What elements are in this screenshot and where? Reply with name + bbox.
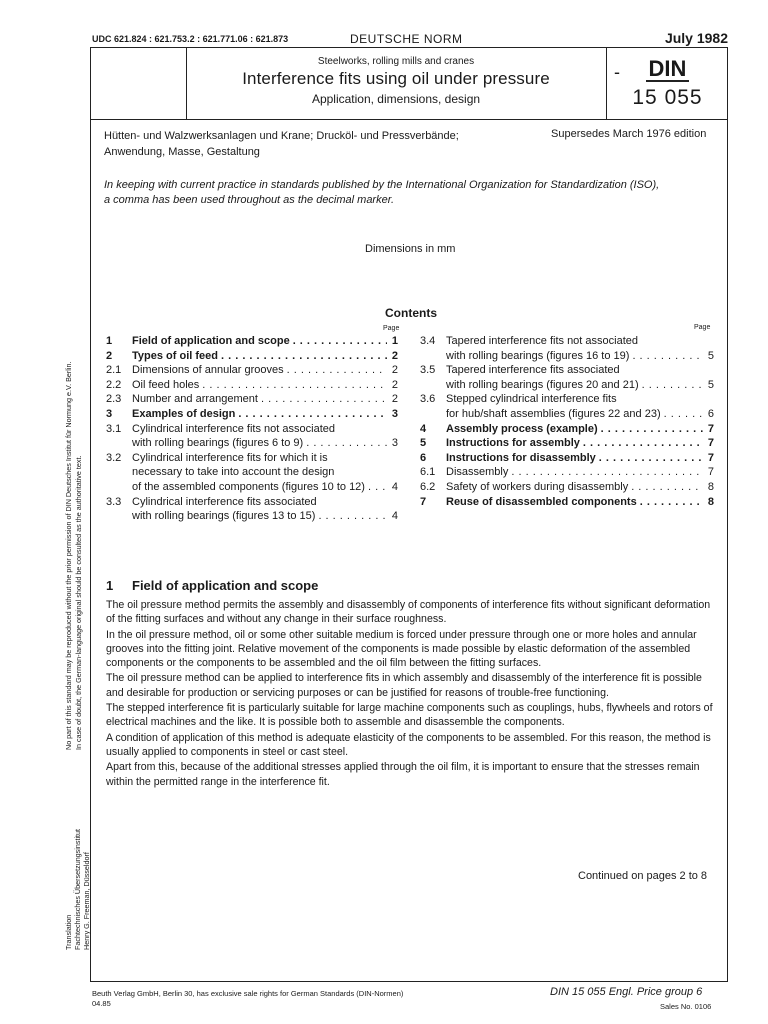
contents-entry-text: Field of application and scope [132, 335, 290, 347]
publisher-text: Beuth Verlag GmbH, Berlin 30, has exclusive sale rights for German Standards (DIN-Normen) [92, 989, 404, 998]
contents-entry [106, 510, 398, 522]
german-title [104, 128, 459, 160]
sales-number: Sales No. 0106 [660, 1002, 712, 1011]
contents-entry-number: 3.6 [420, 393, 436, 406]
din-dash: - [614, 62, 620, 82]
contents-entry-page: 8 [707, 495, 714, 508]
contents-entry-page: 7 [707, 437, 714, 450]
header-divider [91, 119, 727, 120]
page-column-label-right: Page [694, 324, 711, 331]
contents-entry [420, 496, 714, 508]
contents-entry-text: Cylindrical interference fits associated [132, 495, 317, 508]
contents-entry-number: 1 [106, 335, 113, 347]
contents-entry [420, 466, 714, 478]
contents-leader-dots [664, 408, 703, 420]
notice-line: a comma has been used throughout as the decimal marker. [104, 194, 395, 206]
contents-leader-dots [642, 379, 703, 391]
contents-leader-dots [583, 437, 703, 449]
contents-entry-page: 2 [391, 393, 398, 406]
contents-entry-number: 5 [420, 437, 427, 450]
contents-entry-text: Safety of workers during disassembly [446, 481, 629, 493]
contents-leader-dots [318, 510, 387, 522]
contents-entry [420, 393, 714, 405]
section-heading [106, 578, 318, 593]
contents-leader-dots [511, 466, 703, 478]
contents-entry [420, 423, 714, 435]
contents-entry-text: with rolling bearings (figures 16 to 19) [446, 349, 630, 362]
contents-entry-number: 2.3 [106, 393, 122, 406]
contents-entry-number: 7 [420, 495, 427, 508]
title-block [188, 48, 604, 119]
contents-entry-page: 5 [707, 349, 714, 362]
paragraph: In the oil pressure method, oil or some other suitable medium is forced under pressure through one or more holes and annular grooves into the fitting joint. Relative movement of the components is made possible by elastic deformation of the assembled components or the components to be assembled and the oil film between the fitting surfaces. [106, 628, 697, 670]
contents-entry [106, 364, 398, 376]
contents-leader-dots [640, 496, 703, 508]
contents-entry-number: 6.1 [420, 466, 436, 479]
contents-entry-page: 2 [391, 364, 398, 377]
contents-entry-page: 3 [391, 437, 398, 450]
contents-entry-number: 3.3 [106, 495, 122, 508]
contents-entry-page: 4 [391, 510, 398, 523]
title-subtitle-top: Steelworks, rolling mills and cranes [317, 56, 475, 67]
edition-code: 04.85 [92, 999, 111, 1008]
contents-entry-text: of the assembled components (figures 10 to 12) [132, 481, 365, 493]
contents-leader-dots [306, 437, 387, 449]
section-number: 1 [106, 578, 114, 593]
contents-entry [106, 379, 398, 391]
contents-leader-dots [601, 423, 703, 435]
contents-entry [420, 350, 714, 362]
copyright-sidebar [64, 290, 83, 750]
contents-entry-page: 2 [391, 378, 398, 391]
header-left-divider [186, 48, 187, 119]
title-subtitle-bottom: Application, dimensions, design [311, 92, 481, 106]
document-title: Interference fits using oil under pressure [242, 69, 550, 88]
contents-leader-dots [261, 393, 387, 405]
translation-line: Translation [64, 914, 73, 950]
norm-label: DEUTSCHE NORM [350, 32, 463, 46]
contents-entry-text: Instructions for disassembly [446, 451, 596, 464]
contents-entry-text: Number and arrangement [132, 393, 258, 406]
din-logo: DIN [646, 58, 690, 82]
page-column-label-left: Page [383, 325, 400, 332]
contents-entry-text: Stepped cylindrical interference fits [446, 393, 617, 406]
contents-left-column [106, 335, 398, 525]
german-title-line: Anwendung, Masse, Gestaltung [104, 146, 260, 158]
contents-entry-text: Assembly process (example) [446, 422, 598, 435]
contents-entry-text: Oil feed holes [132, 378, 200, 391]
contents-entry-text: Dimensions of annular grooves [132, 364, 284, 377]
contents-entry-page: 5 [707, 378, 714, 391]
contents-entry-text: with rolling bearings (figures 6 to 9) [132, 437, 304, 450]
udc-classification: UDC 621.824 : 621.753.2 : 621.771.06 : 621.873 [92, 34, 289, 44]
contents-entry-number: 3 [106, 408, 113, 420]
contents-leader-dots [599, 452, 703, 464]
section-title: Field of application and scope [132, 578, 319, 593]
document-reference: DIN 15 055 Engl. Price group 6 [550, 986, 703, 998]
contents-entry-page: 1 [391, 335, 398, 347]
contents-leader-dots [293, 335, 387, 347]
din-block [608, 48, 727, 119]
contents-entry-text: with rolling bearings (figures 20 and 21) [446, 378, 639, 391]
contents-entry-text: Reuse of disassembled components [446, 495, 637, 508]
contents-entry-text: Types of oil feed [132, 349, 218, 362]
contents-entry-number: 3.4 [420, 335, 436, 347]
contents-leader-dots [202, 379, 387, 391]
decimal-marker-notice [104, 178, 714, 208]
contents-entry-number: 6 [420, 451, 427, 464]
publication-date: July 1982 [664, 30, 728, 46]
contents-entry-number: 2.1 [106, 364, 122, 377]
supersedes-note: Supersedes March 1976 edition [551, 128, 707, 140]
contents-entry-text: with rolling bearings (figures 13 to 15) [132, 510, 316, 523]
contents-entry-text: Tapered interference fits associated [446, 364, 620, 377]
contents-entry-text: for hub/shaft assemblies (figures 22 and 23) [446, 408, 661, 420]
section-body [106, 598, 718, 790]
paragraph: The oil pressure method can be applied to interference fits in which assembly and disassembly of the interference fit is possible and desirable for production or servicing purposes or can be justified for reasons of trouble-free functioning. [106, 672, 702, 699]
paragraph: A condition of application of this method is adequate elasticity of the components to be assembled. For this reason, the method is usually applied to components in steel or cast steel. [106, 731, 711, 758]
contents-entry-text: Instructions for assembly [446, 437, 580, 450]
contents-entry-number: 3.2 [106, 451, 122, 464]
paragraph: Apart from this, because of the additional stresses applied through the oil film, it is important to ensure that the stresses remain within the permitted range in the interference fit. [106, 761, 700, 788]
contents-entry [420, 481, 714, 493]
contents-entry-page: 7 [707, 466, 714, 479]
contents-entry-text: Examples of design [132, 408, 236, 420]
contents-entry-number: 6.2 [420, 481, 436, 493]
contents-entry [106, 466, 398, 478]
contents-entry [106, 350, 398, 362]
copyright-line: No part of this standard may be reproduced without the prior permission of DIN Deutsches Institut für Normung e.V. Berlin. [64, 361, 73, 750]
paragraph: The oil pressure method permits the assembly and disassembly of components of interference fits without significant deformation of the fitting surfaces and without any change in their surface roughness. [106, 599, 711, 626]
contents-entry [106, 481, 398, 493]
continued-note: Continued on pages 2 to 8 [578, 870, 708, 882]
contents-entry-text: Tapered interference fits not associated [446, 335, 639, 347]
contents-entry-page: 3 [391, 408, 398, 420]
contents-entry [420, 379, 714, 391]
translation-sidebar [64, 800, 94, 950]
contents-right-column [420, 335, 714, 525]
contents-entry-page: 7 [707, 451, 714, 464]
contents-entry [106, 496, 398, 508]
contents-entry-text: Cylindrical interference fits not associated [132, 422, 335, 435]
contents-entry [106, 423, 398, 435]
paragraph: The stepped interference fit is particularly suitable for large machine components such as couplings, hubs, flywheels and rotors of electrical machines and the like. It is possible both to assemble and disassemble the components. [106, 702, 713, 729]
contents-leader-dots [221, 350, 387, 362]
contents-entry-number: 4 [420, 422, 427, 435]
contents-entry-page: 8 [707, 481, 714, 493]
copyright-line: In case of doubt, the German-language original should be consulted as the authoritative text. [74, 455, 83, 750]
contents-entry [106, 393, 398, 405]
contents-entry-page: 6 [707, 408, 714, 420]
contents-entry-text: Cylindrical interference fits for which it is [132, 451, 328, 464]
contents-entry-number: 2.2 [106, 378, 122, 391]
contents-entry [420, 408, 714, 420]
translation-line: Henry G. Freeman, Düsseldorf [82, 852, 91, 950]
dimensions-note: Dimensions in mm [365, 243, 456, 255]
din-number: 15 055 [632, 86, 703, 109]
header-right-divider [606, 48, 607, 119]
publisher-note [92, 989, 403, 1009]
contents-leader-dots [631, 481, 703, 493]
contents-entry-page: 2 [391, 349, 398, 362]
contents-leader-dots [632, 350, 703, 362]
contents-entry [420, 364, 714, 376]
translation-line: Fachtechnisches Übersetzungsinstitut [73, 828, 82, 950]
contents-entry [106, 335, 398, 347]
notice-line: In keeping with current practice in standards published by the International Organization for Standardization (ISO), [104, 179, 660, 191]
contents-entry [106, 437, 398, 449]
contents-entry [420, 437, 714, 449]
contents-entry-number: 2 [106, 349, 113, 362]
contents-entry-number: 3.1 [106, 422, 122, 435]
contents-entry [420, 452, 714, 464]
contents-leader-dots [238, 408, 387, 420]
contents-entry [106, 452, 398, 464]
german-title-line: Hütten- und Walzwerksanlagen und Krane; Drucköl- und Pressverbände; [104, 130, 459, 142]
contents-entry-text: necessary to take into account the design [132, 466, 335, 479]
contents-entry-number: 3.5 [420, 364, 436, 377]
contents-entry [106, 408, 398, 420]
contents-entry [420, 335, 714, 347]
contents-entry-text: Disassembly [446, 466, 509, 479]
contents-entry-page: 4 [391, 481, 398, 493]
contents-entry-page: 7 [707, 422, 714, 435]
contents-heading: Contents [385, 306, 437, 320]
contents-leader-dots [287, 364, 387, 376]
contents-leader-dots [368, 481, 387, 493]
